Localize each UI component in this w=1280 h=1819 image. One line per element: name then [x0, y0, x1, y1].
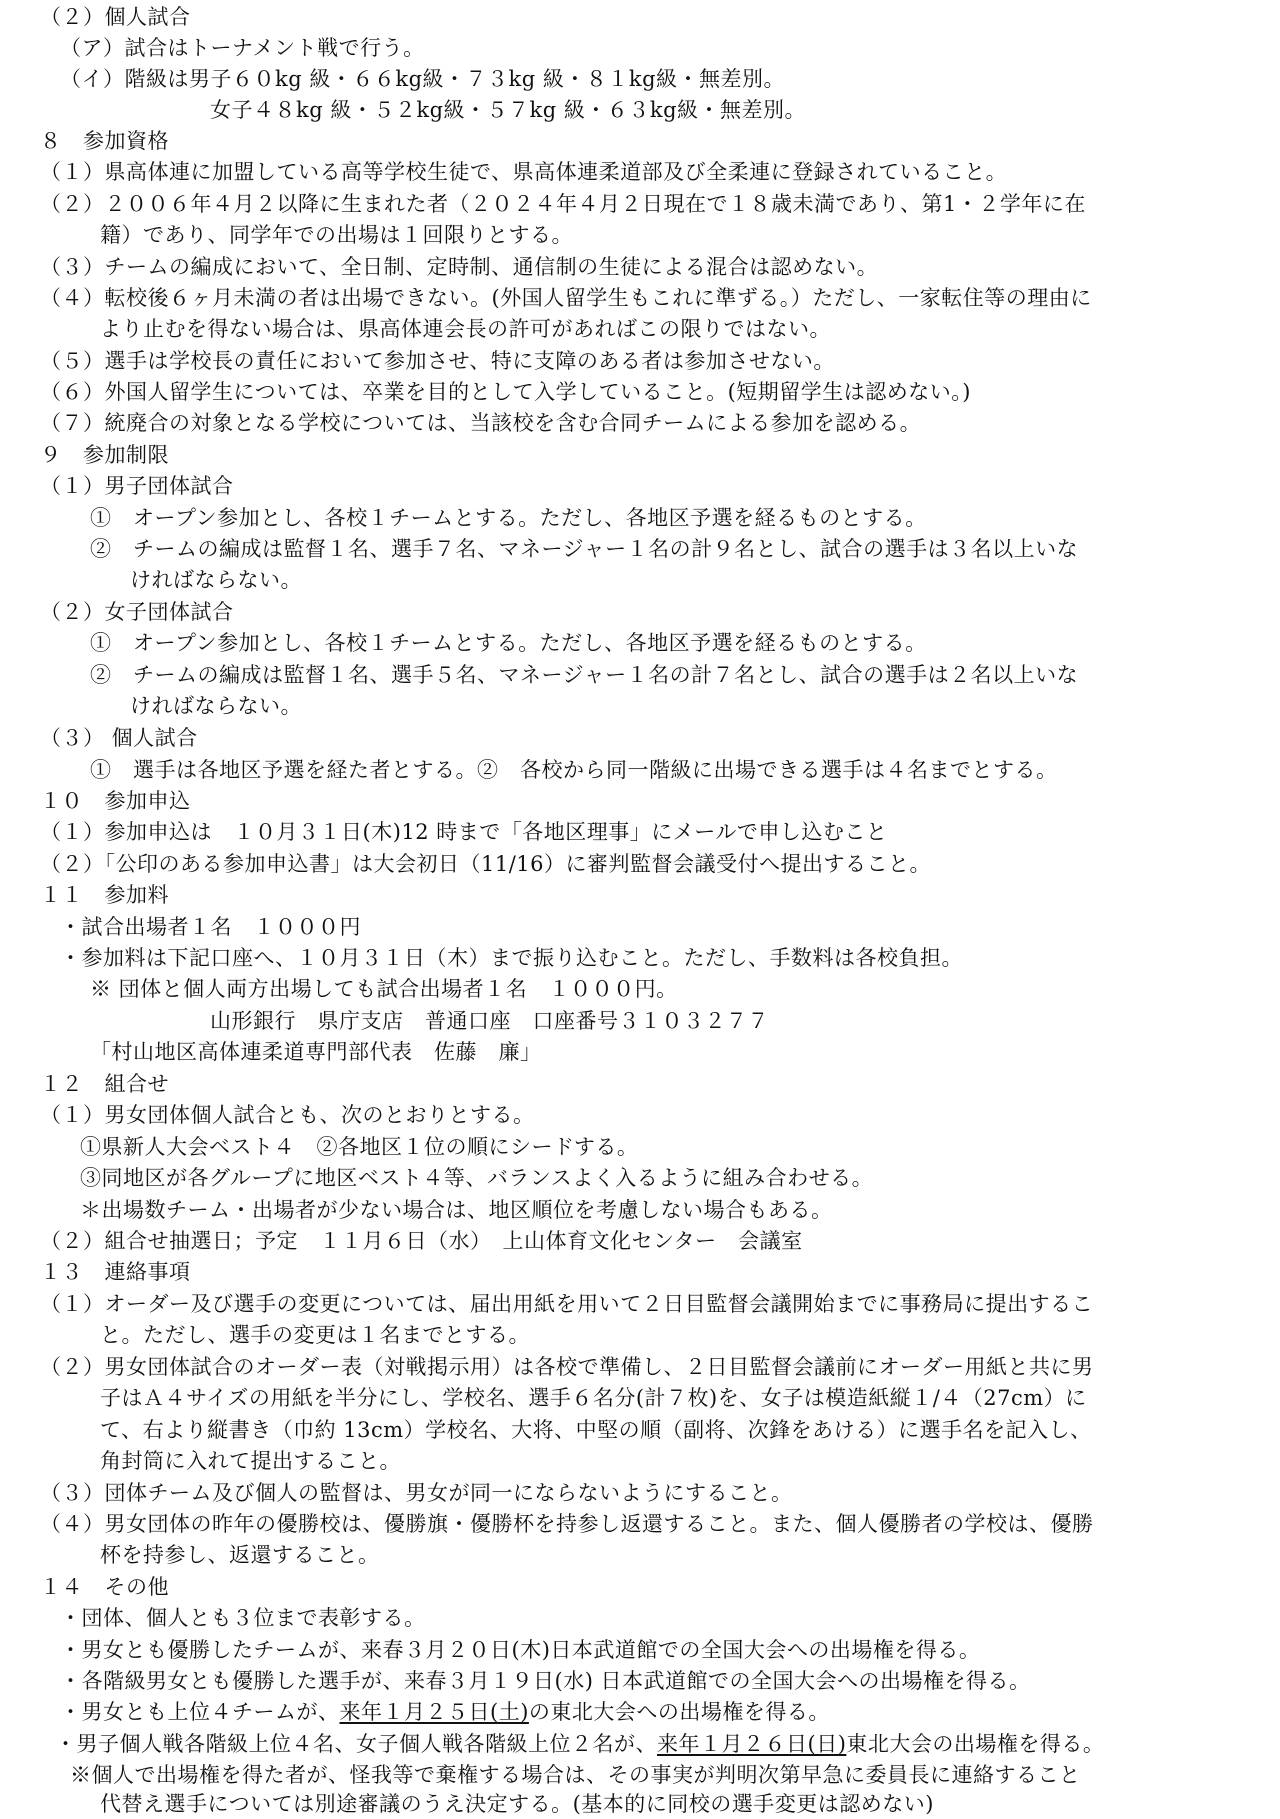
text-line	[100, 1446, 401, 1476]
line-text: （７）統廃合の対象となる学校については、当該校を含む合同チームによる参加を認める。	[40, 411, 922, 435]
text-line	[40, 157, 1007, 187]
text-line	[40, 880, 169, 910]
text-line	[40, 1069, 169, 1099]
line-text: （イ）階級は男子６０kg 級・６６kg級・７３kg 級・８１kg級・無差別。	[60, 67, 786, 91]
text-line	[40, 1572, 169, 1602]
line-text: １０ 参加申込	[40, 789, 191, 813]
text-line	[60, 912, 361, 942]
line-text: ＊出場数チーム・出場者が少ない場合は、地区順位を考慮しない場合もある。	[80, 1198, 833, 1222]
text-line	[100, 1320, 530, 1350]
text-line	[90, 534, 1078, 564]
line-text: （２）組合せ抽選日；予定 １１月６日（水） 上山体育文化センター 会議室	[40, 1229, 803, 1253]
line-text: て、右より縦書き（巾約 13cm）学校名、大将、中堅の順（副将、次鋒をあける）に選手名を記入し、	[100, 1418, 1092, 1442]
text-line	[40, 1257, 191, 1287]
line-text: ・男子個人戦各階級上位４名、女子個人戦各階級上位２名が、	[55, 1732, 657, 1756]
line-text: 女子４８kg 級・５２kg級・５７kg 級・６３kg級・無差別。	[210, 98, 807, 122]
text-line	[60, 1697, 830, 1727]
text-line	[40, 283, 1092, 313]
text-line	[80, 1163, 873, 1193]
text-line	[100, 314, 831, 344]
line-text: （２）男女団体試合のオーダー表（対戦掲示用）は各校で準備し、２日目監督会議前にオーダー用紙と共に男	[40, 1355, 1094, 1379]
text-line	[55, 1729, 1104, 1759]
line-text: ・参加料は下記口座へ、１０月３１日（木）まで振り込むこと。ただし、手数料は各校負担。	[60, 946, 963, 970]
line-text: （１）男女団体個人試合とも、次のとおりとする。	[40, 1103, 535, 1127]
text-line	[40, 252, 878, 282]
line-text: ② チームの編成は監督１名、選手５名、マネージャー１名の計７名とし、試合の選手は２名以上いな	[90, 663, 1079, 687]
text-line	[40, 1226, 803, 1256]
text-line	[40, 849, 931, 879]
line-text: ① オープン参加とし、各校１チームとする。ただし、各地区予選を経るものとする。	[90, 506, 927, 530]
text-line	[40, 1509, 1094, 1539]
text-line	[100, 1789, 934, 1819]
text-line	[40, 1478, 793, 1508]
text-line	[40, 2, 191, 32]
text-line	[40, 440, 169, 470]
line-text: １１ 参加料	[40, 883, 169, 907]
line-text: ①県新人大会ベスト４ ②各地区１位の順にシードする。	[80, 1135, 639, 1159]
text-line	[100, 220, 573, 250]
text-line	[40, 377, 971, 407]
line-text: 角封筒に入れて提出すること。	[100, 1449, 401, 1473]
line-text: ８ 参加資格	[40, 129, 169, 153]
line-text: （４）転校後６ヶ月未満の者は出場できない。(外国人留学生もこれに準ずる。）ただし、一家転住等の理由に	[40, 286, 1092, 310]
line-text: （２）２００６年４月２以降に生まれた者（２０２４年４月２日現在で１８歳未満であり、第1・２学年に在	[40, 192, 1086, 216]
text-line	[40, 408, 921, 438]
line-text: （３） 個人試合	[40, 726, 198, 750]
line-text: （１）オーダー及び選手の変更については、届出用紙を用いて２日目監督会議開始までに事務局に提出するこ	[40, 1292, 1094, 1316]
text-line	[40, 817, 887, 847]
text-line	[40, 346, 835, 376]
line-text: （１）男子団体試合	[40, 474, 234, 498]
text-line	[60, 943, 963, 973]
text-line	[60, 1603, 426, 1633]
line-text: ・団体、個人とも３位まで表彰する。	[60, 1606, 426, 1630]
line-text: （３）チームの編成において、全日制、定時制、通信制の生徒による混合は認めない。	[40, 255, 879, 279]
line-text-tail: 東北大会の出場権を得る。	[846, 1732, 1105, 1756]
line-text: ③同地区が各グループに地区ベスト４等、バランスよく入るように組み合わせる。	[80, 1166, 874, 1190]
line-text: （１）参加申込は １０月３１日(木)12 時まで「各地区理事」にメールで申し込むこと	[40, 820, 888, 844]
line-text: （４）男女団体の昨年の優勝校は、優勝旗・優勝杯を持参し返還すること。また、個人優勝者の学校は、優勝	[40, 1512, 1094, 1536]
line-text: （２）「公印のある参加申込書」は大会初日（11/16）に審判監督会議受付へ提出すること。	[40, 852, 932, 876]
line-text: ・試合出場者１名 １０００円	[60, 915, 361, 939]
text-line	[40, 786, 191, 816]
text-line	[60, 64, 785, 94]
line-text: ② チームの編成は監督１名、選手７名、マネージャー１名の計９名とし、試合の選手は３名以上いな	[90, 537, 1079, 561]
line-text: ・各階級男女とも優勝した選手が、来春３月１９日(水) 日本武道館での全国大会への出場権を得る。	[60, 1669, 1031, 1693]
text-line	[40, 597, 234, 627]
text-line	[90, 628, 927, 658]
text-line	[90, 974, 678, 1004]
line-text-tail: の東北大会への出場権を得る。	[528, 1700, 830, 1724]
line-text: と。ただし、選手の変更は１名までとする。	[100, 1323, 530, 1347]
line-text: ければならない。	[130, 694, 302, 718]
text-line	[90, 755, 1058, 785]
line-text: ① 選手は各地区予選を経た者とする。② 各校から同一階級に出場できる選手は４名までとする。	[90, 758, 1058, 782]
line-text: ・男女とも優勝したチームが、来春３月２０日(木)日本武道館での全国大会への出場権を得る。	[60, 1638, 981, 1662]
text-line	[80, 1195, 833, 1225]
text-line	[90, 1037, 542, 1067]
text-line	[40, 126, 169, 156]
line-text: １４ その他	[40, 1575, 169, 1599]
text-line	[60, 1666, 1031, 1696]
text-line	[100, 1540, 380, 1570]
text-line	[90, 660, 1078, 690]
line-text: （５）選手は学校長の責任において参加させ、特に支障のある者は参加させない。	[40, 349, 835, 373]
line-text: 子はＡ４サイズの用紙を半分にし、学校名、選手６名分(計７枚)を、女子は模造紙縦１/４（27cm）に	[100, 1386, 1087, 1410]
text-line	[90, 503, 927, 533]
text-line	[40, 1352, 1094, 1382]
line-text: （ア）試合はトーナメント戦で行う。	[60, 36, 425, 60]
line-text: １３ 連絡事項	[40, 1260, 191, 1284]
line-text: 「村山地区高体連柔道専門部代表 佐藤 廉」	[90, 1040, 542, 1064]
underlined-date: 来年１月２５日(土)	[339, 1700, 529, 1724]
line-text: ① オープン参加とし、各校１チームとする。ただし、各地区予選を経るものとする。	[90, 631, 927, 655]
line-text: ・男女とも上位４チームが、	[60, 1700, 340, 1724]
text-line	[40, 723, 198, 753]
line-text: より止むを得ない場合は、県高体連会長の許可があればこの限りではない。	[100, 317, 831, 341]
line-text: （２）女子団体試合	[40, 600, 234, 624]
line-text: （６）外国人留学生については、卒業を目的として入学していること。(短期留学生は認めない。)	[40, 380, 971, 404]
underlined-date: 来年１月２６日(日)	[657, 1732, 847, 1756]
line-text: １２ 組合せ	[40, 1072, 169, 1096]
line-text: （３）団体チーム及び個人の監督は、男女が同一にならないようにすること。	[40, 1481, 793, 1505]
line-text: 杯を持参し、返還すること。	[100, 1543, 380, 1567]
line-text: 籍）であり、同学年での出場は１回限りとする。	[100, 223, 573, 247]
text-line	[130, 691, 302, 721]
line-text: ９ 参加制限	[40, 443, 169, 467]
text-line	[100, 1415, 1092, 1445]
text-line	[210, 1006, 769, 1036]
text-line	[40, 1100, 535, 1130]
line-text: 代替え選手については別途審議のうえ決定する。(基本的に同校の選手変更は認めない)	[100, 1792, 934, 1816]
text-line	[40, 189, 1086, 219]
text-line	[100, 1383, 1087, 1413]
text-line	[210, 95, 806, 125]
line-text: ければならない。	[130, 568, 302, 592]
text-line	[60, 1635, 980, 1665]
text-line	[70, 1760, 1081, 1790]
line-text: （１）県高体連に加盟している高等学校生徒で、県高体連柔道部及び全柔連に登録されていること。	[40, 160, 1008, 184]
text-line	[130, 565, 302, 595]
line-text: ※個人で出場権を得た者が、怪我等で棄権する場合は、その事実が判明次第早急に委員長に連絡すること	[70, 1763, 1081, 1787]
line-text: ※ 団体と個人両方出場しても試合出場者１名 １０００円。	[90, 977, 678, 1001]
text-line	[80, 1132, 638, 1162]
text-line	[40, 1289, 1093, 1319]
text-line	[40, 471, 234, 501]
line-text: （２）個人試合	[40, 5, 191, 29]
line-text: 山形銀行 県庁支店 普通口座 口座番号３１０３２７７	[210, 1009, 769, 1033]
text-line	[60, 33, 425, 63]
